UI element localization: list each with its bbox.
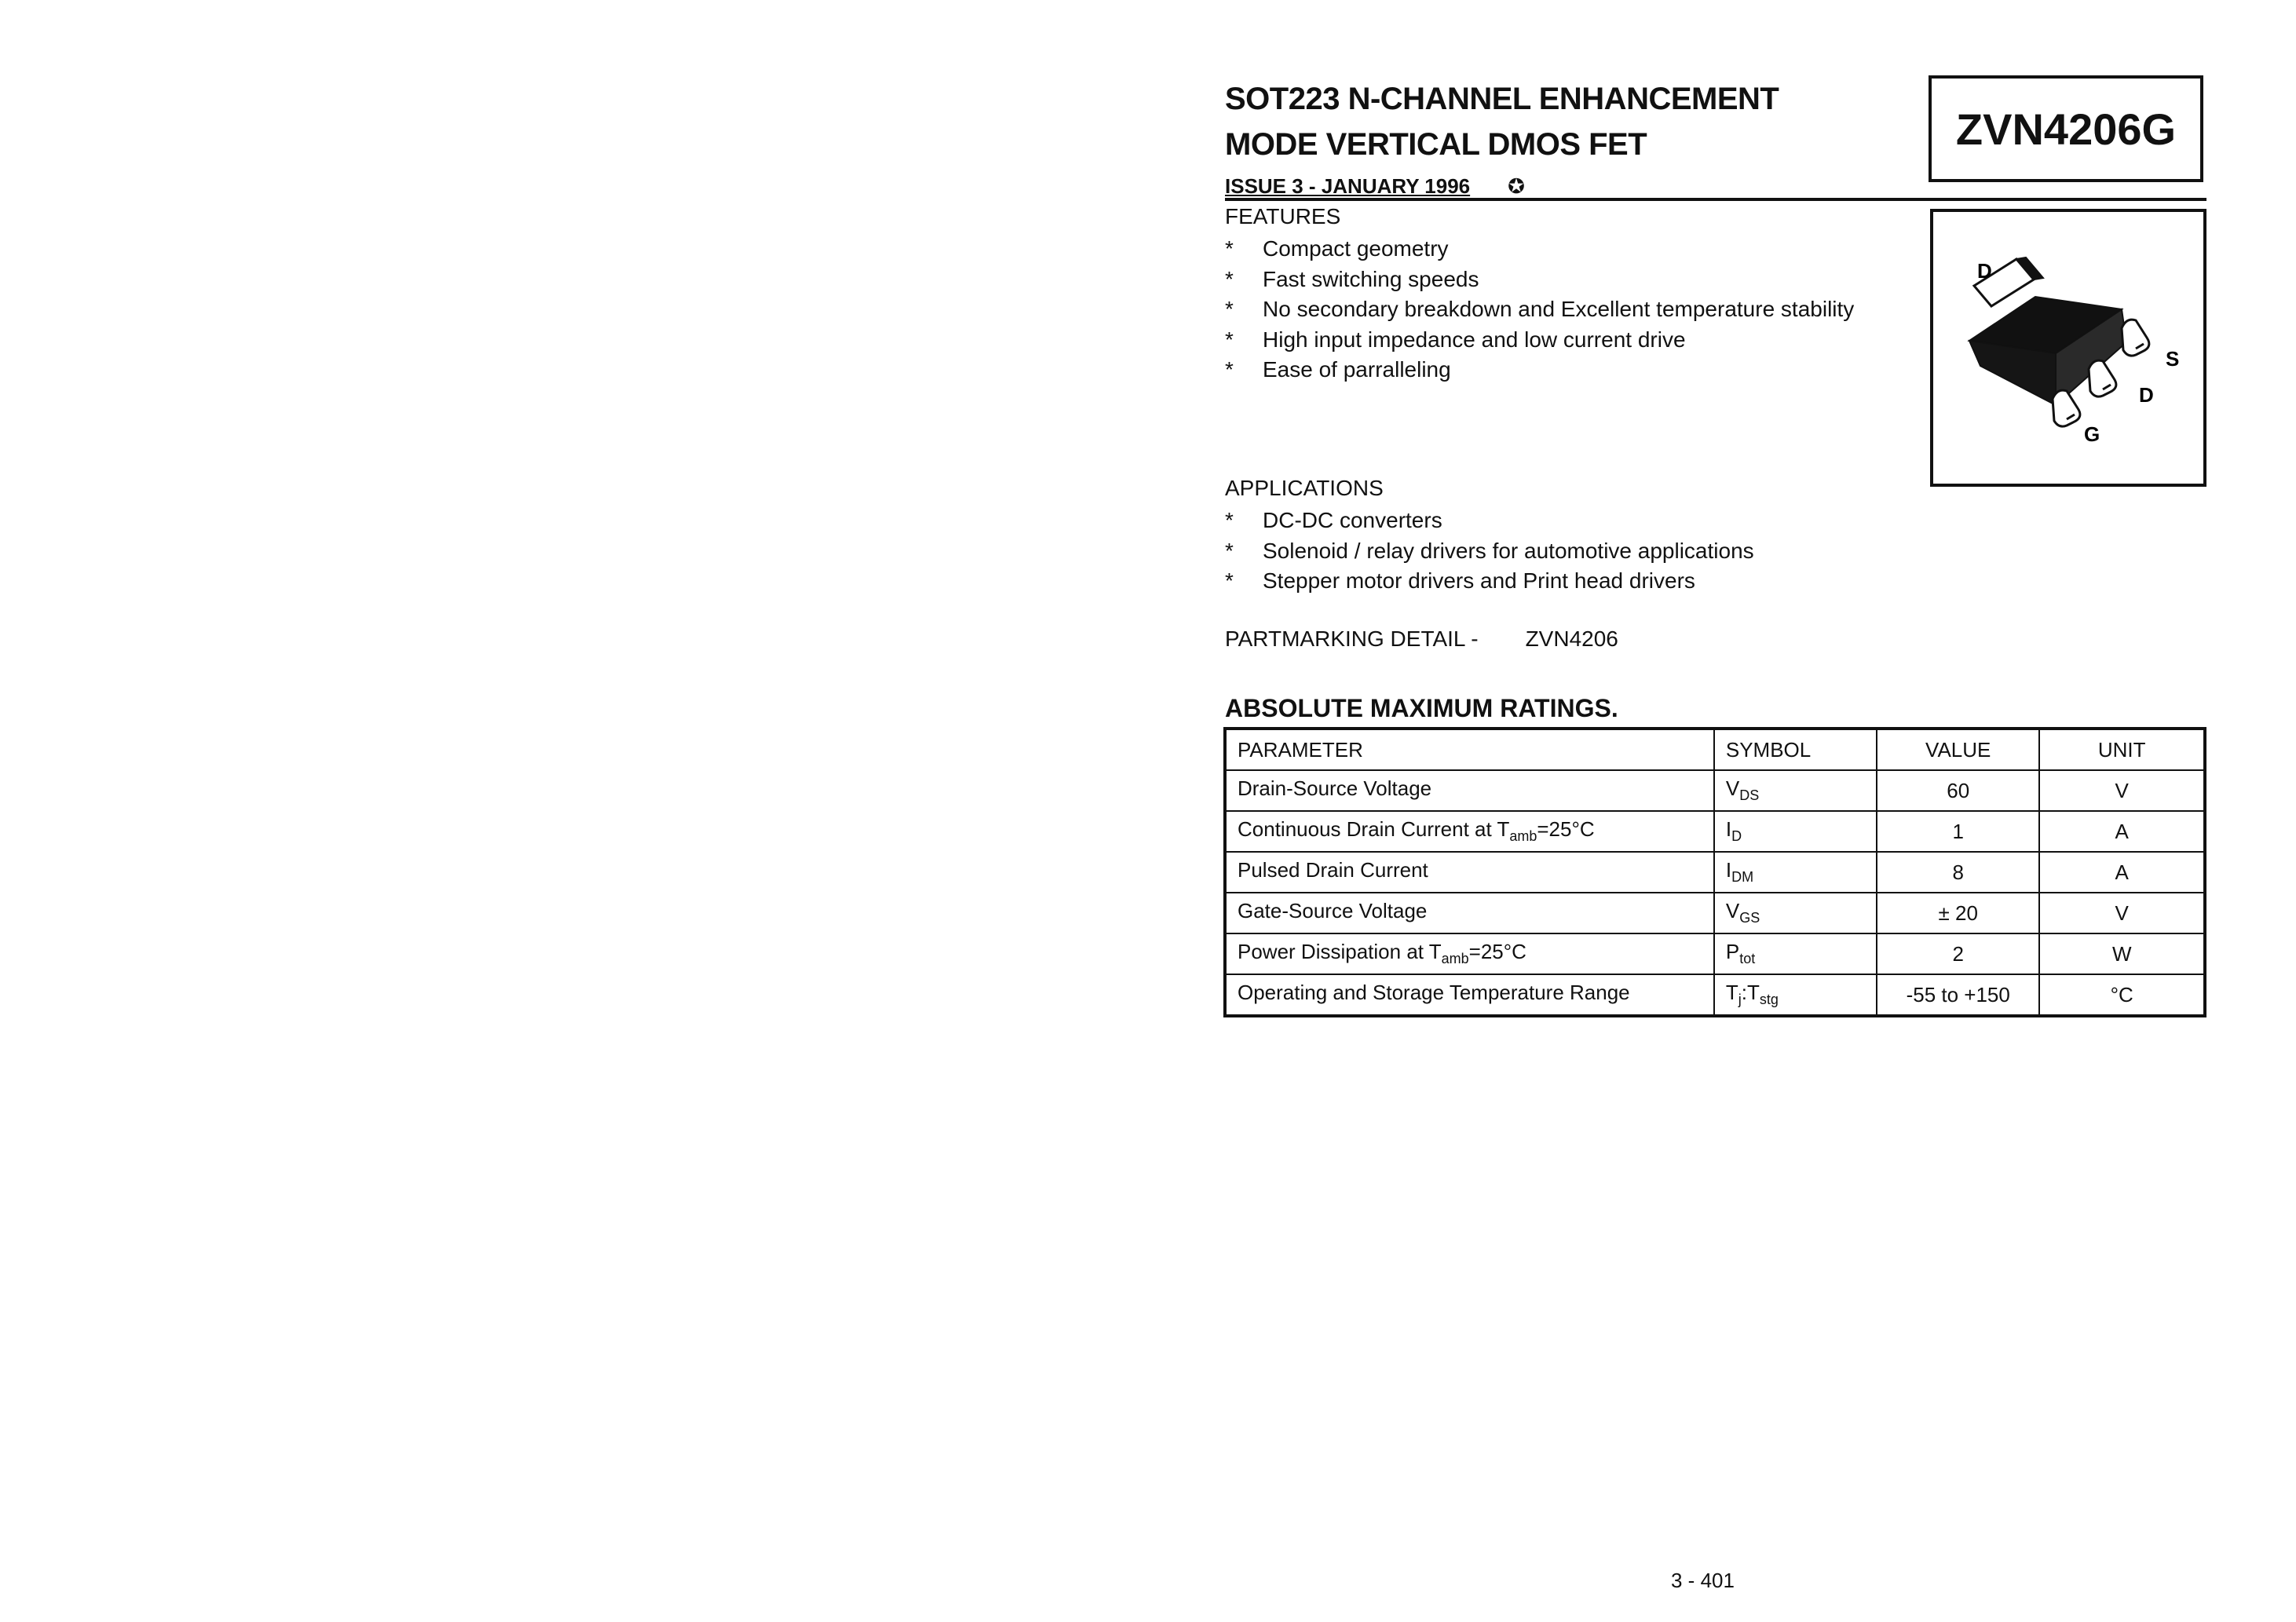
parameter-cell: Operating and Storage Temperature Range <box>1225 974 1714 1016</box>
parameter-cell: Pulsed Drain Current <box>1225 852 1714 893</box>
list-item: * DC-DC converters <box>1225 508 1442 532</box>
header-rule <box>1225 198 2206 201</box>
partmarking-value: ZVN4206 <box>1525 627 1618 651</box>
applications-list <box>1225 506 1754 597</box>
unit-cell: A <box>2039 852 2205 893</box>
issue-line <box>1225 174 1525 199</box>
features-list <box>1225 234 1854 385</box>
parameter-cell: Gate-Source Voltage <box>1225 893 1714 933</box>
pin-label: D <box>1977 259 1992 283</box>
column-header: VALUE <box>1877 729 2039 770</box>
table-row <box>1225 770 2205 811</box>
issue-symbol-icon: ✪ <box>1508 174 1525 198</box>
partmarking-detail <box>1225 627 1618 652</box>
symbol-cell: $I_D$ <box>1714 811 1877 852</box>
table-row <box>1225 811 2205 852</box>
list-item: * No secondary breakdown and Excellent temperature stability <box>1225 297 1855 321</box>
pin-label: G <box>2084 422 2100 446</box>
features-heading: FEATURES <box>1225 204 1341 228</box>
symbol-cell: $I_{DM}$ <box>1714 852 1877 893</box>
parameter-cell: Drain-Source Voltage <box>1225 770 1714 811</box>
unit-cell: A <box>2039 811 2205 852</box>
unit-cell: V <box>2039 770 2205 811</box>
package-diagram <box>1930 209 2206 487</box>
page-number: 3 - 401 <box>1671 1569 1735 1592</box>
title-line-1: SOT223 N-CHANNEL ENHANCEMENT <box>1225 82 1779 116</box>
value-cell: 8 <box>1877 852 2039 893</box>
sot223-package-icon <box>1933 212 2203 484</box>
symbol-cell: $P_{tot}$ <box>1714 933 1877 974</box>
unit-cell: °C <box>2039 974 2205 1016</box>
table-row <box>1225 974 2205 1016</box>
table-row <box>1225 893 2205 933</box>
parameter-cell: Continuous Drain Current at $T_{amb}=25^\circ C$ <box>1225 811 1714 852</box>
unit-cell: W <box>2039 933 2205 974</box>
column-header: SYMBOL <box>1714 729 1877 770</box>
parameter-cell: Power Dissipation at $T_{amb}=25^\circ C$ <box>1225 933 1714 974</box>
symbol-cell: $V_{GS}$ <box>1714 893 1877 933</box>
value-cell: 60 <box>1877 770 2039 811</box>
lead-gate <box>2053 390 2080 426</box>
part-number-box <box>1929 75 2203 182</box>
list-item: * Stepper motor drivers and Print head drivers <box>1225 568 1695 593</box>
applications-heading: APPLICATIONS <box>1225 476 1384 500</box>
value-cell: -55 to +150 <box>1877 974 2039 1016</box>
column-header: UNIT <box>2039 729 2205 770</box>
title-line-2: MODE VERTICAL DMOS FET <box>1225 127 1647 162</box>
ratings-heading: ABSOLUTE MAXIMUM RATINGS. <box>1225 694 1618 722</box>
value-cell: ± 20 <box>1877 893 2039 933</box>
pin-label: S <box>2166 347 2180 371</box>
unit-cell: V <box>2039 893 2205 933</box>
list-item: * High input impedance and low current drive <box>1225 327 1686 352</box>
list-item: * Fast switching speeds <box>1225 266 1479 291</box>
column-header: PARAMETER <box>1225 729 1714 770</box>
ratings-table <box>1223 727 2206 1017</box>
lead-source <box>2122 320 2149 356</box>
table-row <box>1225 852 2205 893</box>
pin-label: D <box>2139 383 2154 407</box>
symbol-cell: $T_j:T_{stg}$ <box>1714 974 1877 1016</box>
lead-drain <box>2089 360 2116 396</box>
table-header-row <box>1225 729 2205 770</box>
symbol-cell: $V_{DS}$ <box>1714 770 1877 811</box>
value-cell: 2 <box>1877 933 2039 974</box>
list-item: * Ease of parralleling <box>1225 357 1451 382</box>
list-item: * Solenoid / relay drivers for automotive applications <box>1225 538 1754 563</box>
value-cell: 1 <box>1877 811 2039 852</box>
partmarking-label: PARTMARKING DETAIL - <box>1225 627 1479 651</box>
list-item: * Compact geometry <box>1225 236 1449 261</box>
part-number: ZVN4206G <box>1955 104 2177 154</box>
table-row <box>1225 933 2205 974</box>
issue-text: ISSUE 3 - JANUARY 1996 <box>1225 174 1471 198</box>
